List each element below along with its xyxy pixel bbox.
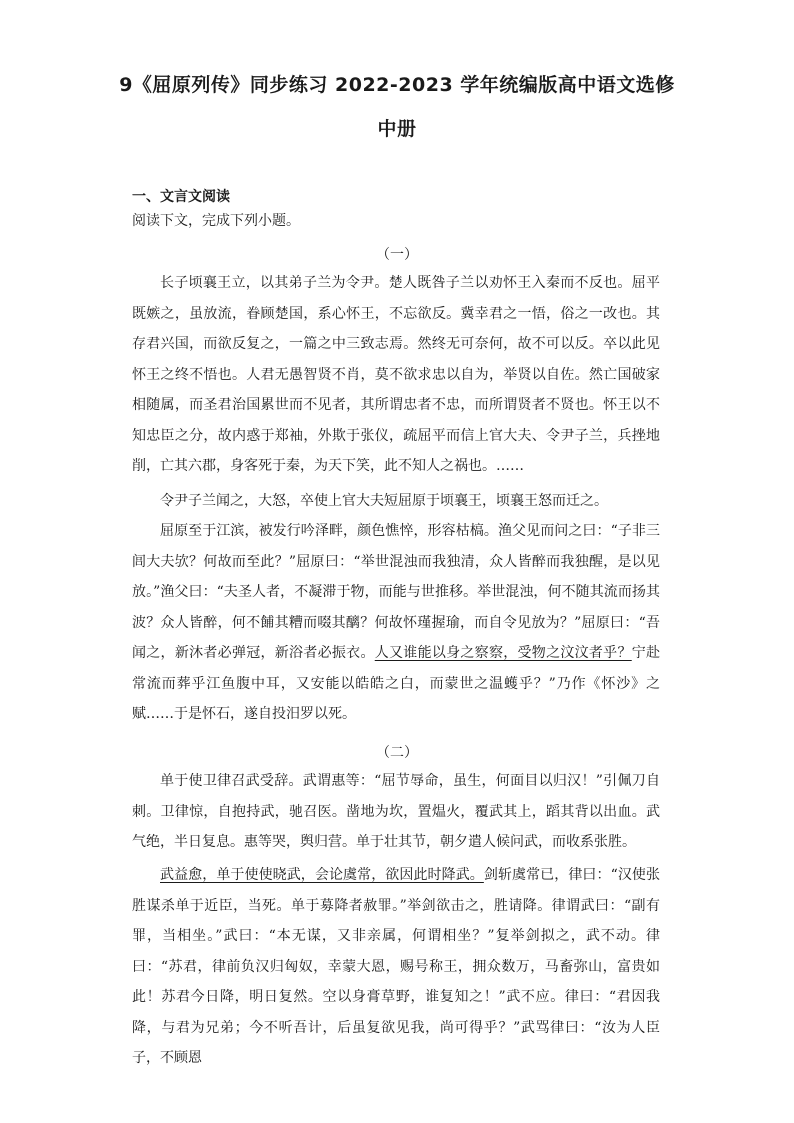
paragraph-text-continued: 剑斩虞常已，律曰：“汉使张胜谋杀单于近臣，当死。单于募降者赦罪。”举剑欲击之，胜请降。律谓武曰：“副有罪，当相坐。”武曰：“本无谋，又非亲属，何谓相坐？”复举剑拟之，武不动。律曰：“苏君，律前负汉归匈奴，幸蒙大恩，赐号称王，拥众数万，马畜弥山，富贵如此！苏君今日降，明日复然。空以身膏草野，谁复知之！”武不应。律曰：“君因我降，与君为兄弟；今不听吾计，后虽复欲见我，尚可得乎？”武骂律曰：“汝为人臣子，不顾恩: [132, 867, 660, 1066]
document-title-line2: 中册: [377, 118, 417, 140]
paragraph-text: 单于使卫律召武受辞。武谓惠等：“屈节辱命，虽生，何面目以归汉！”引佩刀自刺。卫律惊，自抱持武，驰召医。凿地为坎，置煴火，覆武其上，蹈其背以出血。武气绝，半日复息。惠等哭，舆归营。单于壮其节，朝夕遣人候问武，而收系张胜。: [132, 773, 660, 850]
paragraph-text: 令尹子兰闻之，大怒，卒使上官大夫短屈原于顷襄王，顷襄王怒而迁之。: [160, 493, 608, 509]
part1-paragraph-1: [132, 268, 660, 482]
paragraph-text-continued: 宁赴常流而葬乎江鱼腹中耳，又安能以皓皓之白，而蒙世之温蠖乎？”乃作《怀沙》之赋……于是怀石，遂自投汨罗以死。: [132, 645, 661, 722]
part1-paragraph-2: [132, 486, 660, 517]
instruction-text: 阅读下文，完成下列小题。: [132, 213, 300, 229]
document-title-line1: 9《屈原列传》同步练习 2022-2023 学年统编版高中语文选修: [119, 74, 675, 96]
paragraph-text: 屈原至于江滨，被发行吟泽畔，颜色憔悴，形容枯槁。渔父见而问之曰：“子非三闾大夫欤？何故而至此？”屈原曰：“举世混浊而我独清，众人皆醉而我独醒，是以见放。”渔父曰：“夫圣人者，不凝滞于物，而能与世推移。举世混浊，何不随其流而扬其波？众人皆醉，何不餔其糟而啜其醨？何故怀瑾握瑜，而自令见放为？”屈原曰：“吾闻之，新沐者必弹冠，新浴者必振衣。: [132, 523, 660, 661]
underlined-sentence: 人又谁能以身之察察，受物之汶汶者乎？: [374, 645, 632, 661]
part2-label: （二）: [376, 745, 418, 761]
part1-paragraph-3: [132, 516, 660, 730]
paragraph-text: 长子顷襄王立，以其弟子兰为令尹。楚人既咎子兰以劝怀王入秦而不反也。屈平既嫉之，虽放流，眷顾楚国，系心怀王，不忘欲反。冀幸君之一悟，俗之一改也。其存君兴国，而欲反复之，一篇之中三致志焉。然终无可奈何，故不可以反。卒以此见怀王之终不悟也。人君无愚智贤不肖，莫不欲求忠以自为，举贤以自佐。然亡国破家相随属，而圣君治国累世而不见者，其所谓忠者不忠，而所谓贤者不贤也。怀王以不知忠臣之分，故内惑于郑袖，外欺于张仪，疏屈平而信上官大夫、令尹子兰，兵挫地削，亡其六郡，身客死于秦，为天下笑，此不知人之祸也。……: [132, 275, 660, 474]
underlined-sentence: 武益愈，单于使使晓武，会论虞常，欲因此时降武。: [160, 867, 484, 883]
part2-paragraph-1: [132, 766, 660, 858]
part1-label: （一）: [376, 247, 418, 263]
section-heading: 一、文言文阅读: [132, 189, 230, 205]
part2-paragraph-2: [132, 860, 660, 1074]
